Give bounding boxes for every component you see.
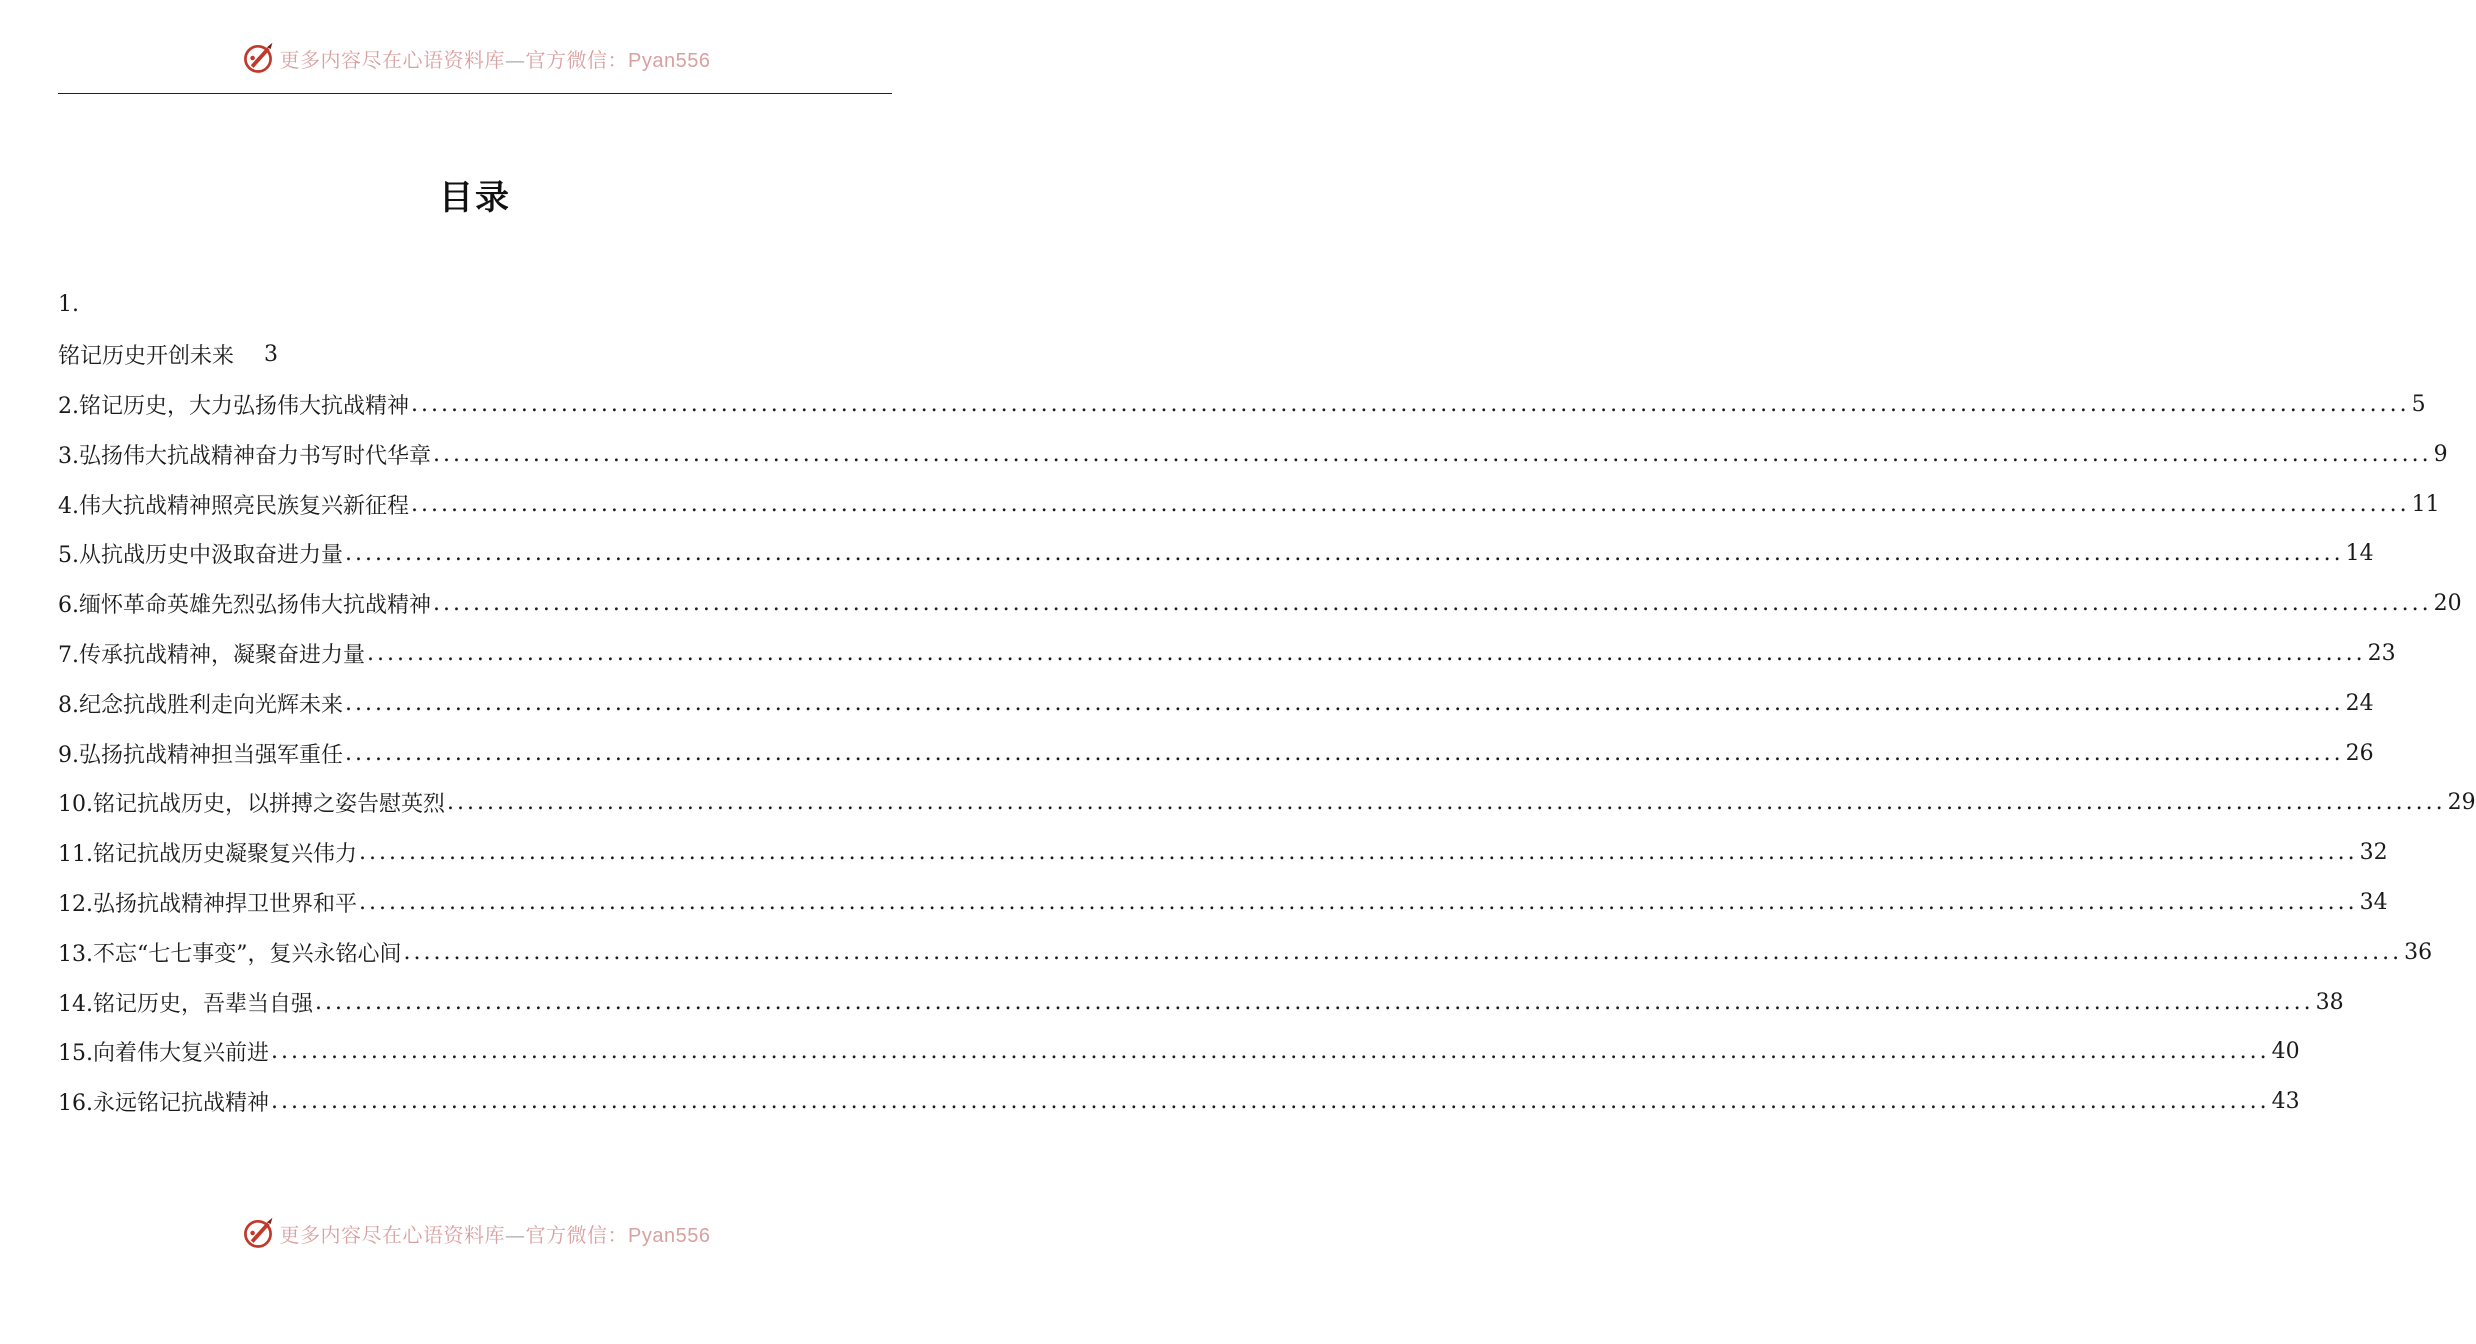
toc-item-16[interactable] — [58, 1077, 2300, 1127]
toc-leader-dots: ........................................................................................................................................................................................................ — [447, 790, 2446, 816]
toc-leader-dots: ........................................................................................................................................................................................................ — [345, 690, 2344, 716]
toc-leader-dots: ........................................................................................................................................................................................................ — [411, 491, 2410, 517]
toc-entries — [58, 380, 2476, 1127]
toc-item-title: 4.伟大抗战精神照亮民族复兴新征程 — [58, 493, 409, 519]
header-banner-text: 更多内容尽在心语资料库—官方微信：Pyan556 — [279, 47, 711, 72]
toc-leader-dots: ........................................................................................................................................................................................................ — [411, 391, 2410, 417]
toc-leader-dots: ........................................................................................................................................................................................................ — [271, 1039, 2270, 1065]
toc-item-8[interactable] — [58, 678, 2374, 728]
toc-item-14[interactable] — [58, 977, 2344, 1027]
toc-item-page: 14 — [2345, 541, 2374, 567]
toc-item-title: 11.铭记抗战历史凝聚复兴伟力 — [58, 842, 357, 868]
toc-item-15[interactable] — [58, 1027, 2300, 1077]
page-title: 目录 — [439, 178, 511, 218]
toc-item-page: 3 — [264, 342, 279, 368]
toc-item-page: 32 — [2359, 840, 2388, 866]
toc-item-page: 20 — [2433, 591, 2462, 617]
toc-item-page: 26 — [2345, 740, 2374, 766]
toc-leader-dots: ........................................................................................................................................................................................................ — [403, 939, 2403, 965]
header-banner — [0, 38, 950, 78]
toc-item-page: 5 — [2411, 391, 2426, 417]
toc-item-page: 34 — [2359, 889, 2388, 915]
toc-leader-dots: ........................................................................................................................................................................................................ — [345, 541, 2344, 567]
toc-item-7[interactable] — [58, 629, 2396, 679]
footer-banner — [0, 1213, 950, 1253]
toc-item-1[interactable] — [58, 330, 892, 380]
toc-item-title: 9.弘扬抗战精神担当强军重任 — [58, 742, 343, 768]
toc-item-title: 铭记历史开创未来 — [58, 344, 235, 370]
toc-item-9[interactable] — [58, 728, 2374, 778]
table-of-contents — [58, 280, 2476, 1127]
toc-item-title: 5.从抗战历史中汲取奋进力量 — [58, 543, 343, 569]
footer-banner-text: 更多内容尽在心语资料库—官方微信：Pyan556 — [279, 1222, 711, 1247]
toc-leader-dots: ........................................................................................................................................................................................................ — [345, 740, 2344, 766]
toc-item-page: 23 — [2367, 640, 2396, 666]
toc-item-title: 12.弘扬抗战精神捍卫世界和平 — [58, 891, 357, 917]
toc-item-page: 24 — [2345, 690, 2374, 716]
toc-item-title: 7.传承抗战精神，凝聚奋进力量 — [58, 642, 365, 668]
toc-item-page: 40 — [2271, 1039, 2300, 1065]
quill-logo-icon — [240, 1215, 276, 1251]
toc-leader-dots: ........................................................................................................................................................................................................ — [359, 840, 2358, 866]
toc-leader-dots: ........................................................................................................................................................................................................ — [271, 1089, 2270, 1115]
toc-leader-dots: ........................................................................................................................................................................................................ — [433, 591, 2432, 617]
header-divider — [58, 93, 892, 94]
toc-item-title: 16.永远铭记抗战精神 — [58, 1091, 269, 1117]
toc-item-page: 29 — [2447, 790, 2476, 816]
toc-item-title: 8.纪念抗战胜利走向光辉未来 — [58, 692, 343, 718]
toc-item-title: 2.铭记历史，大力弘扬伟大抗战精神 — [58, 393, 409, 419]
toc-item-title: 13.不忘“七七事变”，复兴永铭心间 — [58, 941, 402, 967]
toc-item-11[interactable] — [58, 828, 2388, 878]
toc-item-number: 1. — [58, 292, 79, 318]
toc-item-page: 38 — [2315, 989, 2344, 1015]
toc-item-4[interactable] — [58, 479, 2440, 529]
toc-item-2[interactable] — [58, 380, 2426, 430]
toc-item-5[interactable] — [58, 529, 2374, 579]
toc-item-title: 15.向着伟大复兴前进 — [58, 1041, 269, 1067]
toc-item-12[interactable] — [58, 878, 2388, 928]
toc-item-title: 14.铭记历史，吾辈当自强 — [58, 991, 313, 1017]
toc-leader-dots: ........................................................................................................................................................................................................ — [359, 889, 2358, 915]
toc-item-page: 9 — [2433, 441, 2448, 467]
toc-item-title: 6.缅怀革命英雄先烈弘扬伟大抗战精神 — [58, 593, 431, 619]
toc-item-page: 11 — [2411, 491, 2440, 517]
toc-leader-dots: ........................................................................................................................................................................................................ — [367, 640, 2366, 666]
toc-item-page: 36 — [2404, 939, 2433, 965]
quill-logo-icon — [240, 40, 276, 76]
toc-leader-dots: ........................................................................................................................................................................................................ — [433, 441, 2432, 467]
toc-item-10[interactable] — [58, 778, 2476, 828]
toc-item-title: 3.弘扬伟大抗战精神奋力书写时代华章 — [58, 443, 431, 469]
toc-leader-dots: ........................................................................................................................................................................................................ — [315, 989, 2314, 1015]
toc-item-page: 43 — [2271, 1089, 2300, 1115]
toc-item-3[interactable] — [58, 429, 2448, 479]
toc-item-13[interactable] — [58, 927, 2433, 977]
toc-item-title: 10.铭记抗战历史，以拼搏之姿告慰英烈 — [58, 792, 445, 818]
toc-item-6[interactable] — [58, 579, 2462, 629]
